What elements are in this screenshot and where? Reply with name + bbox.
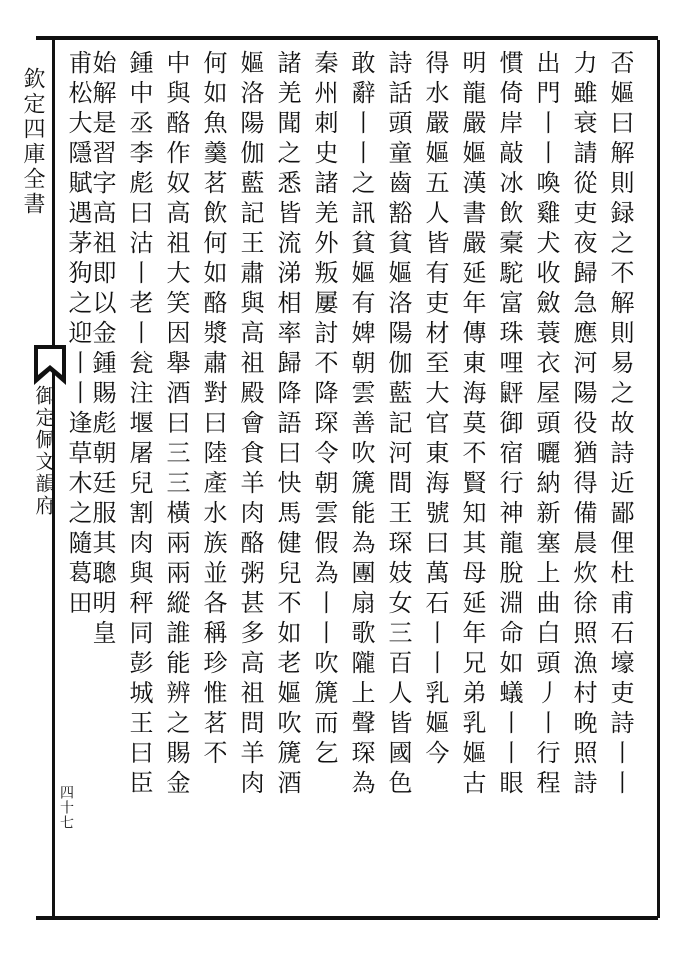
text-column: 鍾中丞李彪曰沽丨老丨瓮注堰屠兒割肉與秤同彭城王曰臣 [125,50,153,800]
text-column: 慣倚岸敲冰飲槖駝富珠哩䶄御宿行神龍脫淵命如蟻丨丨眼 [495,50,523,800]
page-margin [12,55,74,895]
text-column: 何如魚羹茗飲何如酪漿肅對曰陸產水族並各稱珍惟茗不 [199,50,227,770]
page-number: 四十七 [58,785,74,830]
text-column: 秦州刺史諸羌外叛屢討不降琛令朝雲假為丨丨吹篪而乞 [310,50,338,770]
frame-bottom-rule [36,916,658,920]
text-column: 得水嚴嫗五人皆有吏材至大官東海號曰萬石丨丨乳嫗今 [421,50,449,770]
text-column: 嫗洛陽伽藍記王肅與高祖殿會食羊肉酪粥甚多高祖問羊肉 [236,50,264,800]
text-column: 力雖衰請從吏夜歸急應河陽役猶得備晨炊徐照漁村晚照詩 [569,50,597,800]
book-title: 欽定四庫全書 [20,67,45,217]
section-title: 御定佩文韻府 [32,385,56,517]
text-column: 出門丨丨喚雞犬收斂蓑衣屋頭曬納新塞上曲白頭丿丨行程 [532,50,560,800]
text-column: 始解是習字高祖即以金鍾賜彪朝廷服其聰明皇 [88,50,116,650]
text-column: 甫松大隱賦遇茅狗之迎丨丨逢草木之隨葛田 [64,50,92,620]
text-column: 敢辭丨丨之訊貧嫗有婢朝雲善吹篪能為團扇歌隴上聲琛為 [347,50,375,800]
text-column: 否嫗曰解則録之不解則易之故詩近鄙俚杜甫石壕吏詩丨丨 [606,50,634,800]
text-column: 詩話頭童齒豁貧嫗洛陽伽藍記河間王琛妓女三百人皆國色 [384,50,412,800]
text-column: 明龍嚴嫗漢書嚴延年傳東海莫不賢知其母延年兄弟乳嫗古 [458,50,486,800]
text-column: 中與酪作奴高祖大笑因舉酒曰三三橫兩兩縱誰能辨之賜金 [162,50,190,800]
text-column: 諸羌聞之悉皆流涕相率歸降語曰快馬健兒不如老嫗吹篪酒 [273,50,301,800]
